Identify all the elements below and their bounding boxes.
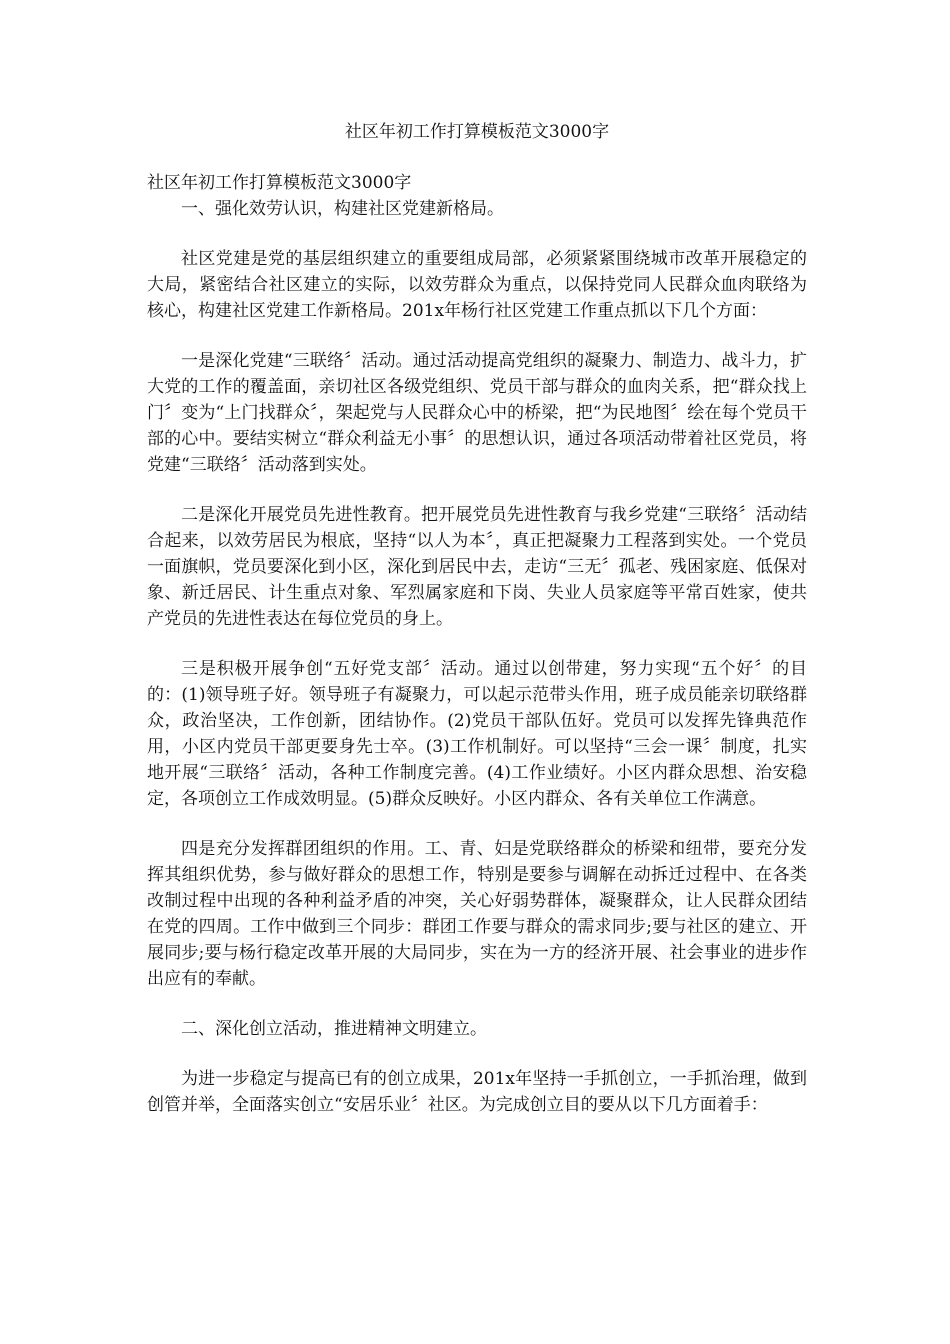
section-heading-2: 二、深化创立活动，推进精神文明建立。: [181, 1019, 487, 1039]
document-page: [147, 118, 807, 1142]
paragraph-point-4: 四是充分发挥群团组织的作用。工、青、妇是党联络群众的桥梁和纽带，要充分发挥其组织优势，参与做好群众的思想工作，特别是要参与调解在动拆迁过程中、在各类改制过程中出现的各种利益矛盾的冲突，关心好弱势群体，凝聚群众，让人民群众团结在党的四周。工作中做到三个同步：群团工作要与群众的需求同步;要与社区的建立、开展同步;要与杨行稳定改革开展的大局同步，实在为一方的经济开展、社会事业的进步作出应有的奉献。: [147, 839, 807, 989]
document-subtitle: 社区年初工作打算模板范文3000字: [147, 173, 412, 193]
document-title: 社区年初工作打算模板范文3000字: [344, 122, 610, 142]
paragraph-section-2-intro: 为进一步稳定与提高已有的创立成果，201x年坚持一手抓创立，一手抓治理，做到创管并举，全面落实创立“安居乐业〞社区。为完成创立目的要从以下几方面着手：: [147, 1069, 807, 1115]
section-heading-1: 一、强化效劳认识，构建社区党建新格局。: [181, 199, 504, 219]
paragraph-intro: 社区党建是党的基层组织建立的重要组成局部，必须紧紧围绕城市改革开展稳定的大局，紧密结合社区建立的实际，以效劳群众为重点，以保持党同人民群众血肉联络为核心，构建社区党建工作新格局。201x年杨行社区党建工作重点抓以下几个方面：: [147, 249, 807, 321]
paragraph-point-2: 二是深化开展党员先进性教育。把开展党员先进性教育与我乡党建“三联络〞活动结合起来，以效劳居民为根底，坚持“以人为本〞，真正把凝聚力工程落到实处。一个党员一面旗帜，党员要深化到小区，深化到居民中去，走访“三无〞孤老、残困家庭、低保对象、新迁居民、计生重点对象、军烈属家庭和下岗、失业人员家庭等平常百姓家，使共产党员的先进性表达在每位党员的身上。: [147, 505, 807, 629]
paragraph-point-3: 三是积极开展争创“五好党支部〞活动。通过以创带建，努力实现“五个好〞的目的：(1)领导班子好。领导班子有凝聚力，可以起示范带头作用，班子成员能亲切联络群众，政治坚决，工作创新，团结协作。(2)党员干部队伍好。党员可以发挥先锋典范作用，小区内党员干部更要身先士卒。(3)工作机制好。可以坚持“三会一课〞制度，扎实地开展“三联络〞活动，各种工作制度完善。(4)工作业绩好。小区内群众思想、治安稳定，各项创立工作成效明显。(5)群众反映好。小区内群众、各有关单位工作满意。: [147, 659, 807, 809]
paragraph-point-1: 一是深化党建“三联络〞活动。通过活动提高党组织的凝聚力、制造力、战斗力，扩大党的工作的覆盖面，亲切社区各级党组织、党员干部与群众的血肉关系，把“群众找上门〞变为“上门找群众〞，架起党与人民群众心中的桥梁，把“为民地图〞绘在每个党员干部的心中。要结实树立“群众利益无小事〞的思想认识，通过各项活动带着社区党员，将党建“三联络〞活动落到实处。: [147, 351, 807, 475]
